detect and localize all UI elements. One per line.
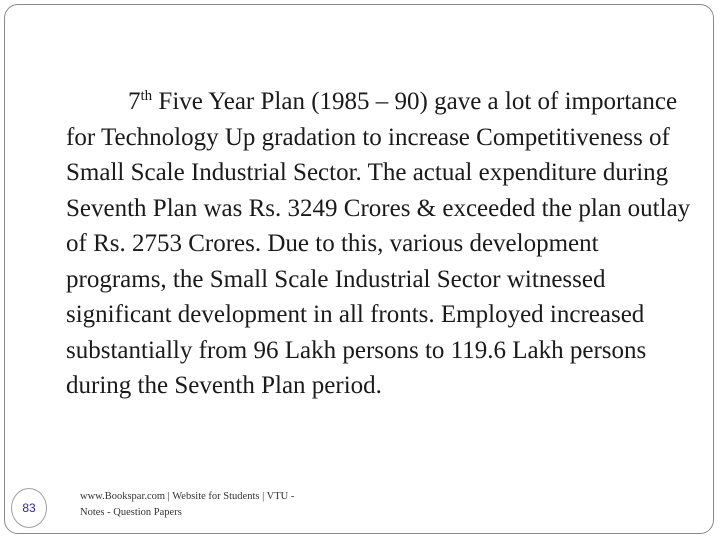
ordinal-number: 7 <box>128 88 141 115</box>
footer-line-1: www.Bookspar.com | Website for Students | VTU - <box>80 491 295 502</box>
page-number-badge <box>11 488 47 528</box>
slide-body-text <box>66 84 696 404</box>
ordinal-suffix: th <box>140 88 153 104</box>
slide-footer <box>80 489 380 521</box>
paragraph-text: Five Year Plan (1985 – 90) gave a lot of importance for Technology Up gradation to increase Competitiveness of Small Scale Industrial Sector. The actual expenditure during Seventh Plan was Rs. 3249 Crores & exceeded the plan outlay of Rs. 2753 Crores. Due to this, various development programs, the Small Scale Industrial Sector witnessed significant development in all fronts. Employed increased substantially from 96 Lakh persons to 119.6 Lakh persons during the Seventh Plan period. <box>66 88 691 399</box>
page-number: 83 <box>22 501 36 515</box>
footer-line-2: Notes - Question Papers <box>80 507 182 518</box>
